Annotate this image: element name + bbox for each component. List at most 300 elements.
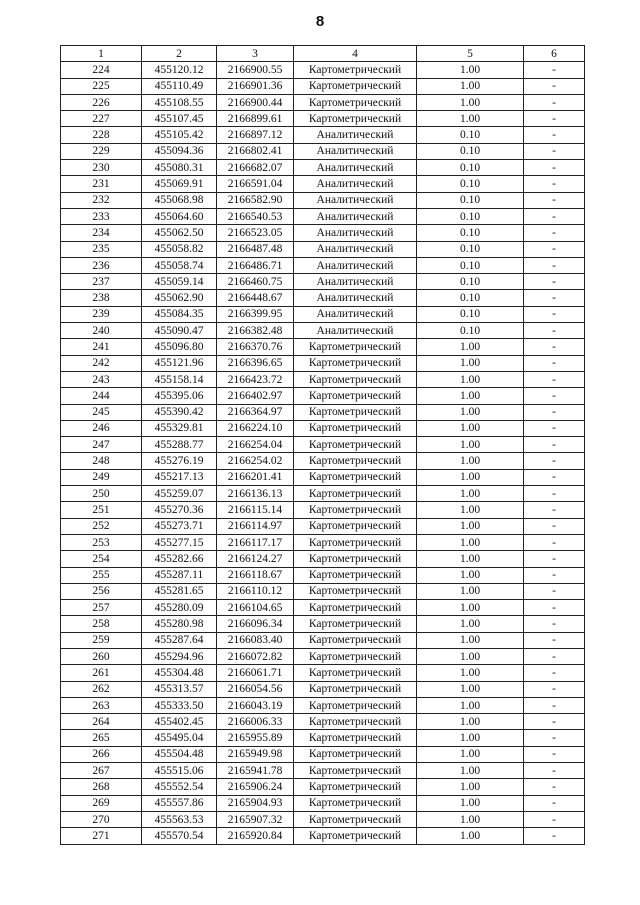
note-cell: -: [524, 192, 585, 208]
point-number-cell: 234: [61, 225, 142, 241]
y-coordinate-cell: 2165904.93: [217, 795, 294, 811]
accuracy-cell: 1.00: [417, 355, 524, 371]
table-row: [61, 616, 585, 632]
x-coordinate-cell: 455096.80: [142, 339, 217, 355]
method-cell: Аналитический: [294, 241, 417, 257]
point-number-cell: 226: [61, 94, 142, 110]
accuracy-cell: 1.00: [417, 420, 524, 436]
accuracy-cell: 1.00: [417, 469, 524, 485]
method-cell: Картометрический: [294, 502, 417, 518]
header-row: [61, 46, 585, 62]
method-cell: Картометрический: [294, 795, 417, 811]
point-number-cell: 252: [61, 518, 142, 534]
x-coordinate-cell: 455557.86: [142, 795, 217, 811]
method-cell: Аналитический: [294, 192, 417, 208]
note-cell: -: [524, 469, 585, 485]
y-coordinate-cell: 2166096.34: [217, 616, 294, 632]
table-row: [61, 665, 585, 681]
note-cell: -: [524, 665, 585, 681]
y-coordinate-cell: 2166448.67: [217, 290, 294, 306]
x-coordinate-cell: 455563.53: [142, 811, 217, 827]
method-cell: Картометрический: [294, 779, 417, 795]
point-number-cell: 229: [61, 143, 142, 159]
note-cell: -: [524, 420, 585, 436]
method-cell: Картометрический: [294, 583, 417, 599]
note-cell: -: [524, 828, 585, 844]
table-header: [61, 46, 585, 62]
x-coordinate-cell: 455333.50: [142, 697, 217, 713]
column-header-6: 6: [524, 46, 585, 62]
note-cell: -: [524, 388, 585, 404]
y-coordinate-cell: 2165941.78: [217, 763, 294, 779]
x-coordinate-cell: 455282.66: [142, 551, 217, 567]
y-coordinate-cell: 2166364.97: [217, 404, 294, 420]
table-row: [61, 339, 585, 355]
note-cell: -: [524, 502, 585, 518]
y-coordinate-cell: 2166124.27: [217, 551, 294, 567]
method-cell: Картометрический: [294, 371, 417, 387]
note-cell: -: [524, 681, 585, 697]
point-number-cell: 241: [61, 339, 142, 355]
x-coordinate-cell: 455288.77: [142, 437, 217, 453]
point-number-cell: 231: [61, 176, 142, 192]
x-coordinate-cell: 455270.36: [142, 502, 217, 518]
point-number-cell: 263: [61, 697, 142, 713]
table-row: [61, 730, 585, 746]
accuracy-cell: 1.00: [417, 534, 524, 550]
note-cell: -: [524, 616, 585, 632]
table-row: [61, 241, 585, 257]
column-header-2: 2: [142, 46, 217, 62]
column-header-3: 3: [217, 46, 294, 62]
y-coordinate-cell: 2166591.04: [217, 176, 294, 192]
y-coordinate-cell: 2165907.32: [217, 811, 294, 827]
note-cell: -: [524, 274, 585, 290]
point-number-cell: 250: [61, 486, 142, 502]
table-row: [61, 437, 585, 453]
table-row: [61, 388, 585, 404]
x-coordinate-cell: 455277.15: [142, 534, 217, 550]
accuracy-cell: 0.10: [417, 127, 524, 143]
note-cell: -: [524, 779, 585, 795]
x-coordinate-cell: 455495.04: [142, 730, 217, 746]
x-coordinate-cell: 455105.42: [142, 127, 217, 143]
x-coordinate-cell: 455058.74: [142, 257, 217, 273]
accuracy-cell: 1.00: [417, 111, 524, 127]
method-cell: Картометрический: [294, 811, 417, 827]
method-cell: Картометрический: [294, 420, 417, 436]
point-number-cell: 239: [61, 306, 142, 322]
accuracy-cell: 1.00: [417, 486, 524, 502]
y-coordinate-cell: 2166382.48: [217, 323, 294, 339]
point-number-cell: 265: [61, 730, 142, 746]
table-row: [61, 143, 585, 159]
note-cell: -: [524, 306, 585, 322]
accuracy-cell: 0.10: [417, 257, 524, 273]
point-number-cell: 258: [61, 616, 142, 632]
point-number-cell: 255: [61, 567, 142, 583]
note-cell: -: [524, 534, 585, 550]
note-cell: -: [524, 518, 585, 534]
accuracy-cell: 1.00: [417, 453, 524, 469]
y-coordinate-cell: 2166901.36: [217, 78, 294, 94]
x-coordinate-cell: 455395.06: [142, 388, 217, 404]
method-cell: Картометрический: [294, 681, 417, 697]
note-cell: -: [524, 355, 585, 371]
point-number-cell: 256: [61, 583, 142, 599]
method-cell: Аналитический: [294, 225, 417, 241]
accuracy-cell: 0.10: [417, 192, 524, 208]
x-coordinate-cell: 455281.65: [142, 583, 217, 599]
column-header-1: 1: [61, 46, 142, 62]
table-row: [61, 306, 585, 322]
method-cell: Картометрический: [294, 355, 417, 371]
point-number-cell: 259: [61, 632, 142, 648]
y-coordinate-cell: 2166682.07: [217, 160, 294, 176]
method-cell: Картометрический: [294, 665, 417, 681]
accuracy-cell: 1.00: [417, 616, 524, 632]
x-coordinate-cell: 455570.54: [142, 828, 217, 844]
accuracy-cell: 1.00: [417, 62, 524, 78]
y-coordinate-cell: 2166370.76: [217, 339, 294, 355]
point-number-cell: 246: [61, 420, 142, 436]
method-cell: Картометрический: [294, 763, 417, 779]
x-coordinate-cell: 455294.96: [142, 648, 217, 664]
x-coordinate-cell: 455390.42: [142, 404, 217, 420]
x-coordinate-cell: 455059.14: [142, 274, 217, 290]
method-cell: Аналитический: [294, 160, 417, 176]
note-cell: -: [524, 143, 585, 159]
x-coordinate-cell: 455107.45: [142, 111, 217, 127]
accuracy-cell: 0.10: [417, 143, 524, 159]
x-coordinate-cell: 455121.96: [142, 355, 217, 371]
accuracy-cell: 1.00: [417, 779, 524, 795]
table-row: [61, 779, 585, 795]
note-cell: -: [524, 746, 585, 762]
x-coordinate-cell: 455552.54: [142, 779, 217, 795]
point-number-cell: 248: [61, 453, 142, 469]
accuracy-cell: 0.10: [417, 176, 524, 192]
accuracy-cell: 0.10: [417, 323, 524, 339]
table-row: [61, 290, 585, 306]
y-coordinate-cell: 2166224.10: [217, 420, 294, 436]
x-coordinate-cell: 455090.47: [142, 323, 217, 339]
y-coordinate-cell: 2166523.05: [217, 225, 294, 241]
note-cell: -: [524, 94, 585, 110]
table-row: [61, 62, 585, 78]
note-cell: -: [524, 111, 585, 127]
note-cell: -: [524, 600, 585, 616]
accuracy-cell: 1.00: [417, 763, 524, 779]
x-coordinate-cell: 455058.82: [142, 241, 217, 257]
note-cell: -: [524, 567, 585, 583]
table-body: [61, 62, 585, 844]
point-number-cell: 254: [61, 551, 142, 567]
method-cell: Картометрический: [294, 567, 417, 583]
x-coordinate-cell: 455064.60: [142, 208, 217, 224]
accuracy-cell: 1.00: [417, 714, 524, 730]
table-row: [61, 534, 585, 550]
x-coordinate-cell: 455280.09: [142, 600, 217, 616]
method-cell: Аналитический: [294, 274, 417, 290]
accuracy-cell: 1.00: [417, 746, 524, 762]
point-number-cell: 249: [61, 469, 142, 485]
y-coordinate-cell: 2166423.72: [217, 371, 294, 387]
point-number-cell: 238: [61, 290, 142, 306]
coordinates-table: [60, 45, 585, 845]
y-coordinate-cell: 2166114.97: [217, 518, 294, 534]
y-coordinate-cell: 2165920.84: [217, 828, 294, 844]
accuracy-cell: 1.00: [417, 371, 524, 387]
y-coordinate-cell: 2166118.67: [217, 567, 294, 583]
table-row: [61, 208, 585, 224]
method-cell: Аналитический: [294, 257, 417, 273]
x-coordinate-cell: 455108.55: [142, 94, 217, 110]
accuracy-cell: 1.00: [417, 437, 524, 453]
table-row: [61, 551, 585, 567]
method-cell: Картометрический: [294, 616, 417, 632]
table-row: [61, 518, 585, 534]
method-cell: Аналитический: [294, 176, 417, 192]
table-row: [61, 486, 585, 502]
accuracy-cell: 1.00: [417, 697, 524, 713]
x-coordinate-cell: 455273.71: [142, 518, 217, 534]
accuracy-cell: 1.00: [417, 502, 524, 518]
accuracy-cell: 0.10: [417, 225, 524, 241]
note-cell: -: [524, 551, 585, 567]
table-row: [61, 160, 585, 176]
point-number-cell: 267: [61, 763, 142, 779]
x-coordinate-cell: 455280.98: [142, 616, 217, 632]
accuracy-cell: 1.00: [417, 648, 524, 664]
table-row: [61, 828, 585, 844]
column-header-5: 5: [417, 46, 524, 62]
point-number-cell: 233: [61, 208, 142, 224]
y-coordinate-cell: 2166083.40: [217, 632, 294, 648]
y-coordinate-cell: 2166054.56: [217, 681, 294, 697]
y-coordinate-cell: 2166254.04: [217, 437, 294, 453]
table-row: [61, 355, 585, 371]
note-cell: -: [524, 225, 585, 241]
table-row: [61, 420, 585, 436]
note-cell: -: [524, 339, 585, 355]
table-row: [61, 567, 585, 583]
y-coordinate-cell: 2166136.13: [217, 486, 294, 502]
x-coordinate-cell: 455068.98: [142, 192, 217, 208]
accuracy-cell: 1.00: [417, 795, 524, 811]
y-coordinate-cell: 2166201.41: [217, 469, 294, 485]
x-coordinate-cell: 455329.81: [142, 420, 217, 436]
method-cell: Аналитический: [294, 306, 417, 322]
point-number-cell: 269: [61, 795, 142, 811]
table-row: [61, 127, 585, 143]
note-cell: -: [524, 404, 585, 420]
point-number-cell: 245: [61, 404, 142, 420]
x-coordinate-cell: 455313.57: [142, 681, 217, 697]
y-coordinate-cell: 2166399.95: [217, 306, 294, 322]
table-row: [61, 714, 585, 730]
table-row: [61, 648, 585, 664]
y-coordinate-cell: 2166006.33: [217, 714, 294, 730]
method-cell: Картометрический: [294, 339, 417, 355]
y-coordinate-cell: 2165949.98: [217, 746, 294, 762]
point-number-cell: 260: [61, 648, 142, 664]
x-coordinate-cell: 455287.11: [142, 567, 217, 583]
method-cell: Картометрический: [294, 486, 417, 502]
point-number-cell: 244: [61, 388, 142, 404]
point-number-cell: 240: [61, 323, 142, 339]
accuracy-cell: 1.00: [417, 681, 524, 697]
note-cell: -: [524, 290, 585, 306]
method-cell: Картометрический: [294, 600, 417, 616]
method-cell: Картометрический: [294, 388, 417, 404]
method-cell: Аналитический: [294, 323, 417, 339]
accuracy-cell: 1.00: [417, 78, 524, 94]
y-coordinate-cell: 2166802.41: [217, 143, 294, 159]
y-coordinate-cell: 2166402.97: [217, 388, 294, 404]
accuracy-cell: 1.00: [417, 567, 524, 583]
y-coordinate-cell: 2166072.82: [217, 648, 294, 664]
table-row: [61, 274, 585, 290]
y-coordinate-cell: 2166460.75: [217, 274, 294, 290]
y-coordinate-cell: 2166110.12: [217, 583, 294, 599]
point-number-cell: 264: [61, 714, 142, 730]
table-row: [61, 453, 585, 469]
y-coordinate-cell: 2166254.02: [217, 453, 294, 469]
x-coordinate-cell: 455062.90: [142, 290, 217, 306]
method-cell: Картометрический: [294, 62, 417, 78]
table-row: [61, 632, 585, 648]
table-row: [61, 111, 585, 127]
method-cell: Аналитический: [294, 143, 417, 159]
method-cell: Картометрический: [294, 551, 417, 567]
accuracy-cell: 0.10: [417, 274, 524, 290]
note-cell: -: [524, 78, 585, 94]
column-header-4: 4: [294, 46, 417, 62]
method-cell: Аналитический: [294, 208, 417, 224]
table-row: [61, 225, 585, 241]
note-cell: -: [524, 697, 585, 713]
accuracy-cell: 1.00: [417, 665, 524, 681]
note-cell: -: [524, 453, 585, 469]
note-cell: -: [524, 583, 585, 599]
y-coordinate-cell: 2165955.89: [217, 730, 294, 746]
page-number: 8: [315, 13, 325, 30]
method-cell: Картометрический: [294, 404, 417, 420]
table-row: [61, 811, 585, 827]
point-number-cell: 230: [61, 160, 142, 176]
x-coordinate-cell: 455504.48: [142, 746, 217, 762]
y-coordinate-cell: 2166115.14: [217, 502, 294, 518]
note-cell: -: [524, 437, 585, 453]
note-cell: -: [524, 127, 585, 143]
accuracy-cell: 1.00: [417, 583, 524, 599]
accuracy-cell: 0.10: [417, 241, 524, 257]
note-cell: -: [524, 160, 585, 176]
note-cell: -: [524, 323, 585, 339]
table-row: [61, 697, 585, 713]
note-cell: -: [524, 648, 585, 664]
table-row: [61, 469, 585, 485]
table-row: [61, 502, 585, 518]
method-cell: Картометрический: [294, 78, 417, 94]
point-number-cell: 251: [61, 502, 142, 518]
accuracy-cell: 1.00: [417, 518, 524, 534]
method-cell: Картометрический: [294, 714, 417, 730]
x-coordinate-cell: 455069.91: [142, 176, 217, 192]
method-cell: Картометрический: [294, 94, 417, 110]
point-number-cell: 232: [61, 192, 142, 208]
point-number-cell: 271: [61, 828, 142, 844]
note-cell: -: [524, 208, 585, 224]
table-row: [61, 192, 585, 208]
y-coordinate-cell: 2166117.17: [217, 534, 294, 550]
method-cell: Картометрический: [294, 746, 417, 762]
x-coordinate-cell: 455062.50: [142, 225, 217, 241]
y-coordinate-cell: 2166396.65: [217, 355, 294, 371]
table-row: [61, 746, 585, 762]
note-cell: -: [524, 257, 585, 273]
point-number-cell: 243: [61, 371, 142, 387]
point-number-cell: 224: [61, 62, 142, 78]
table-row: [61, 257, 585, 273]
accuracy-cell: 1.00: [417, 828, 524, 844]
method-cell: Картометрический: [294, 534, 417, 550]
y-coordinate-cell: 2166487.48: [217, 241, 294, 257]
y-coordinate-cell: 2166582.90: [217, 192, 294, 208]
point-number-cell: 270: [61, 811, 142, 827]
method-cell: Картометрический: [294, 648, 417, 664]
method-cell: Картометрический: [294, 697, 417, 713]
table-row: [61, 583, 585, 599]
y-coordinate-cell: 2165906.24: [217, 779, 294, 795]
note-cell: -: [524, 763, 585, 779]
point-number-cell: 227: [61, 111, 142, 127]
y-coordinate-cell: 2166486.71: [217, 257, 294, 273]
table-row: [61, 404, 585, 420]
point-number-cell: 242: [61, 355, 142, 371]
note-cell: -: [524, 62, 585, 78]
y-coordinate-cell: 2166899.61: [217, 111, 294, 127]
y-coordinate-cell: 2166900.44: [217, 94, 294, 110]
accuracy-cell: 0.10: [417, 208, 524, 224]
note-cell: -: [524, 632, 585, 648]
y-coordinate-cell: 2166900.55: [217, 62, 294, 78]
method-cell: Картометрический: [294, 453, 417, 469]
note-cell: -: [524, 730, 585, 746]
x-coordinate-cell: 455402.45: [142, 714, 217, 730]
method-cell: Картометрический: [294, 469, 417, 485]
accuracy-cell: 1.00: [417, 730, 524, 746]
accuracy-cell: 1.00: [417, 94, 524, 110]
method-cell: Картометрический: [294, 437, 417, 453]
point-number-cell: 253: [61, 534, 142, 550]
note-cell: -: [524, 795, 585, 811]
x-coordinate-cell: 455259.07: [142, 486, 217, 502]
accuracy-cell: 1.00: [417, 551, 524, 567]
method-cell: Картометрический: [294, 730, 417, 746]
note-cell: -: [524, 371, 585, 387]
method-cell: Картометрический: [294, 111, 417, 127]
note-cell: -: [524, 241, 585, 257]
point-number-cell: 236: [61, 257, 142, 273]
accuracy-cell: 1.00: [417, 404, 524, 420]
table-row: [61, 600, 585, 616]
accuracy-cell: 1.00: [417, 339, 524, 355]
x-coordinate-cell: 455110.49: [142, 78, 217, 94]
point-number-cell: 268: [61, 779, 142, 795]
y-coordinate-cell: 2166043.19: [217, 697, 294, 713]
